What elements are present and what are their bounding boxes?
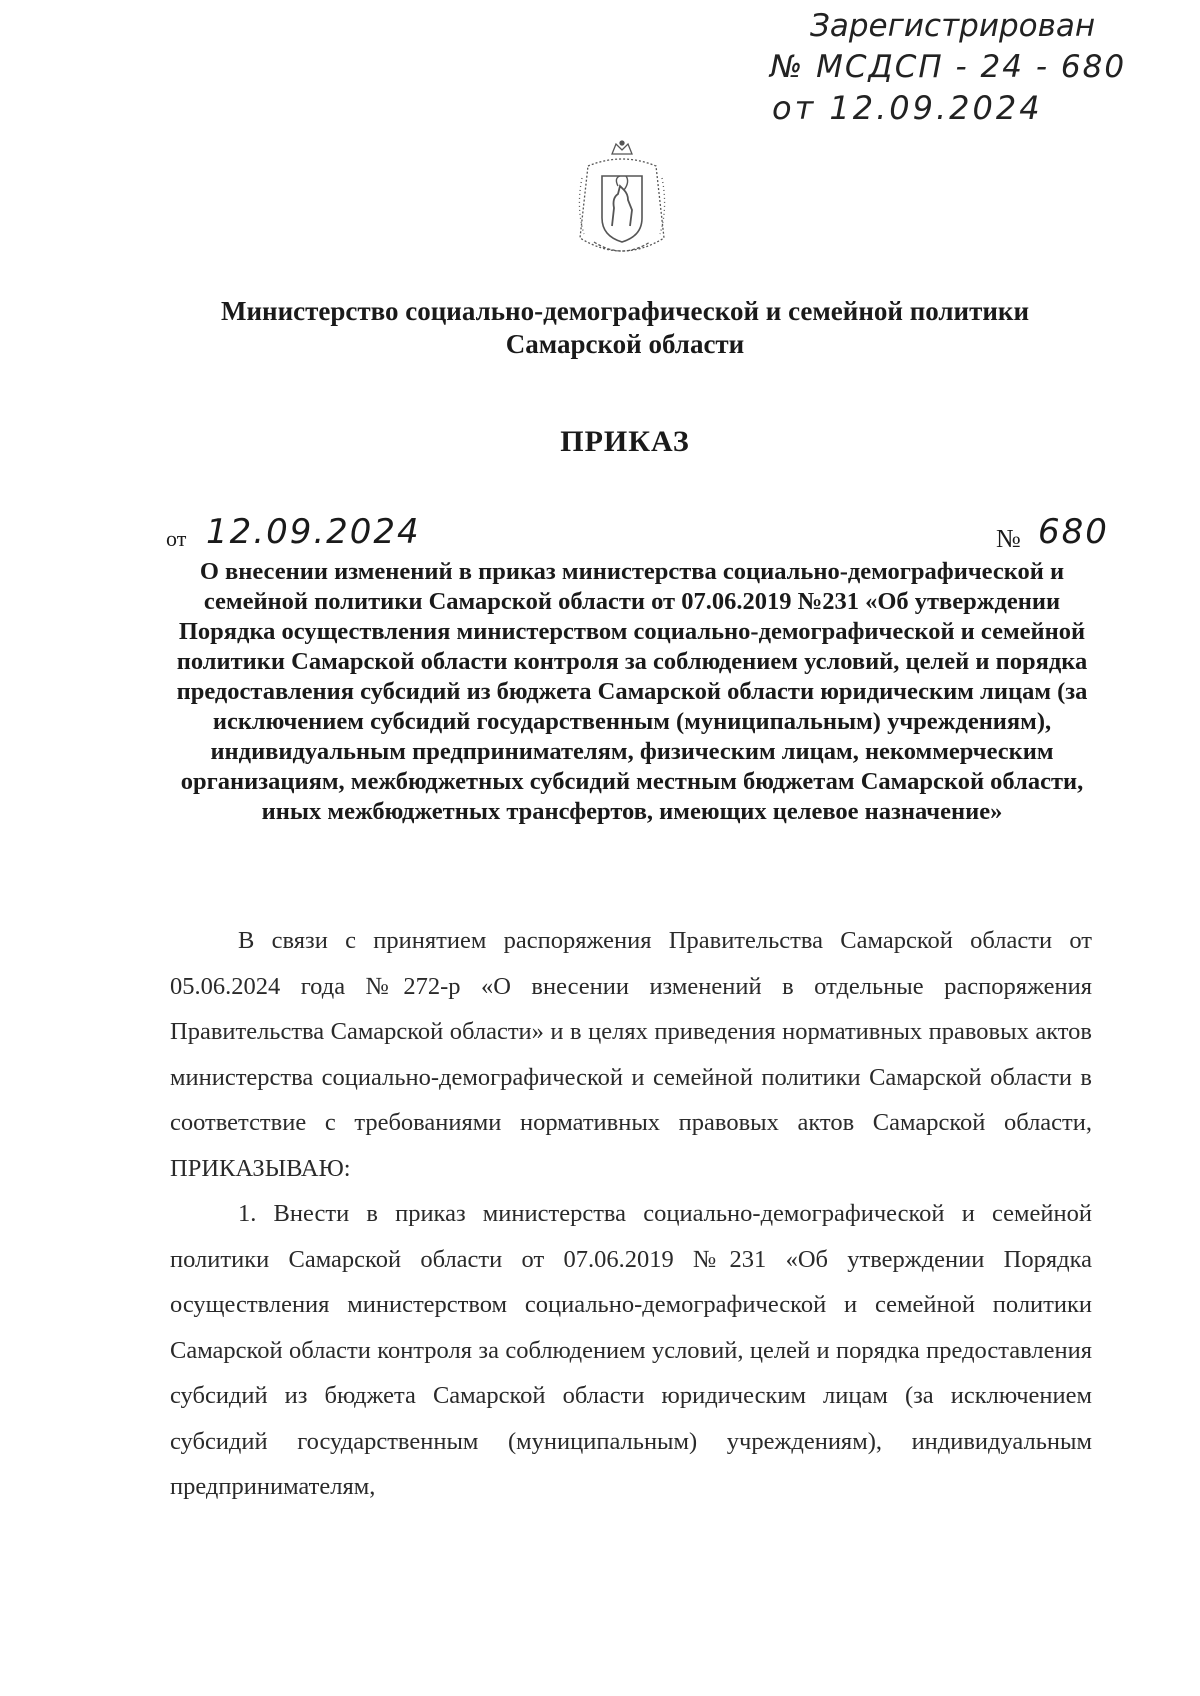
coat-of-arms-icon — [568, 138, 676, 268]
ministry-name-line1: Министерство социально-демографической и семейной политики — [220, 296, 1030, 326]
stamp-line-registered: Зарегистрирован — [810, 8, 1096, 44]
paragraph-preamble: В связи с принятием распоряжения Правительства Самарской области от 05.06.2024 года №272-р «О внесении изменений в отдельные распоряжения Правительства Самарской области» и в целях приведения нормативных правовых актов министерства социально-демографической и семейной политики Самарской области в соответствие с требованиями нормативных правовых актов Самарской области, ПРИКАЗЫВАЮ: — [170, 927, 1092, 1182]
order-number: 680 — [1038, 512, 1109, 552]
order-date: 12.09.2024 — [206, 512, 421, 552]
paragraph-item-1: 1. Внести в приказ министерства социально-демографической и семейной политики Самарской области от 07.06.2019 №231 «Об утверждении Порядка осуществления министерством социально-демографической и семейной политики Самарской области контроля за соблюдением условий, целей и порядка предоставления субсидий из бюджета Самарской области юридическим лицам (за исключением субсидий государственным (муниципальным) учреждениям), индивидуальным предпринимателям, — [170, 1200, 1092, 1500]
ministry-name-line2: Самарской области — [505, 329, 745, 359]
order-body — [170, 918, 1092, 1510]
document-title: ПРИКАЗ — [560, 425, 690, 458]
number-prefix: № — [996, 524, 1021, 553]
order-subject: О внесении изменений в приказ министерства социально-демографической и семейной политики Самарской области от 07.06.2019 №231 «Об утверждении Порядка осуществления министерством социально-демографической и семейной политики Самарской области контроля за соблюдением условий, целей и порядка предоставления субсидий из бюджета Самарской области юридическим лицам (за исключением субсидий государственным (муниципальным) учреждениям), индивидуальным предпринимателям, физическим лицам, некоммерческим организациям, межбюджетных субсидий местным бюджетам Самарской области, иных межбюджетных трансфертов, имеющих целевое назначение» — [176, 558, 1088, 825]
stamp-line-number: № МСДСП - 24 - 680 — [770, 49, 1127, 85]
order-date-number-line — [166, 512, 1109, 556]
date-prefix: от — [166, 526, 187, 551]
ministry-name — [100, 295, 1150, 361]
registration-stamp — [770, 6, 1127, 129]
stamp-line-date: от 12.09.2024 — [772, 89, 1043, 127]
